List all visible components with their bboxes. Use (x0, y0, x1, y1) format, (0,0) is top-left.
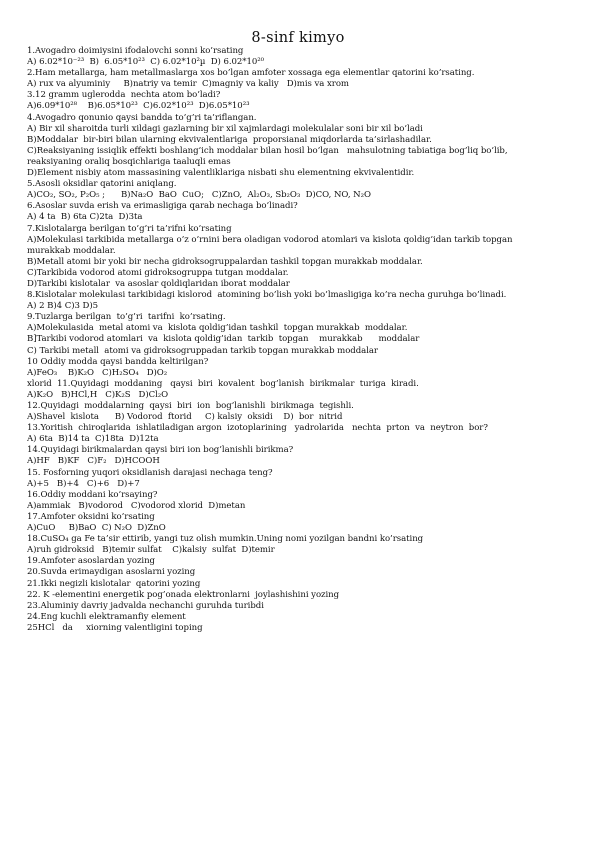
text-line: 1.Avogadro doimiysini ifodalovchi sonni ko’rsating (27, 46, 244, 56)
text-line: A)ruh gidroksid B)temir sulfat C)kalsiy sulfat D)temir (27, 545, 275, 556)
text-line: B)Moddalar bir-biri bilan ularning ekvivalentlariga proporsianal miqdorlarda ta’sirlashadilar. (27, 134, 432, 145)
text-line: 25HCl da xiorning valentligini toping (27, 622, 203, 633)
text-line: 5.Asosli oksidlar qatorini aniqlang. (27, 179, 177, 190)
text-line: A)Molekulasi tarkibida metallarga o’z o’rnini bera oladigan vodorod atomlari va kislota qoldig’idan tarkib topgan (27, 234, 513, 245)
text-line: murakkab moddalar. (27, 245, 116, 256)
text-line: A) 6ta B)14 ta C)18ta D)12ta (27, 434, 159, 445)
text-line: 22. K -elementini energetik pog’onada elektronlarni joylashishini yozing (27, 589, 340, 600)
text-line: A) Bir xil sharoitda turli xildagi gazlarning bir xil xajmlardagi molekulalar soni bir xil bo’ladi (27, 123, 423, 134)
text-line: 6.Asoslar suvda erish va erimasligiga qarab nechaga bo’linadi? (27, 201, 298, 212)
text-line: A)HF B)KF C)F₂ D)HCOOH (27, 456, 160, 467)
text-line: A)+5 B)+4 C)+6 D)+7 (27, 478, 140, 489)
text-line: 10 Oddiy modda qaysi bandda keltirilgan? (27, 356, 209, 367)
text-line: xlorid 11.Quyidagi moddaning qaysi biri kovalent bog’lanish birikmalar turiga kiradi. (27, 378, 419, 389)
text-line: 19.Amfoter asoslardan yozing (27, 556, 155, 567)
text-line: 16.Oddiy moddani ko’rsaying? (27, 489, 158, 500)
text-line: C)Tarkibida vodorod atomi gidroksogruppa tutgan moddalar. (27, 267, 289, 278)
text-line: 8.Kislotalar molekulasi tarkibidagi kislorod atomining bo’lish yoki bo’lmasligiga ko’ra necha guruhga bo’linadi. (27, 290, 507, 301)
text-line: 9.Tuzlarga berilgan to’g’ri tarifni ko’rsating. (27, 312, 226, 323)
text-line: 24.Eng kuchli elektramanfiy element (27, 611, 186, 622)
text-line: C) Tarkibi metall atomi va gidroksogruppadan tarkib topgan murakkab moddalar (27, 345, 378, 356)
text-line: 15. Fosforning yuqori oksidlanish darajasi nechaga teng? (27, 467, 273, 478)
text-line: D)Element nisbiy atom massasining valentliklariga nisbati shu elementning ekvivalentidir. (27, 168, 415, 179)
text-line: 18.CuSO₄ ga Fe ta’sir ettirib, yangi tuz olish mumkin.Uning nomi yozilgan bandni ko’rsating (27, 534, 424, 545)
text-line: 13.Yoritish chiroqlarida ishlatiladigan argon izotoplarining yadrolarida nechta prton va neytron bor? (27, 423, 488, 434)
text-line: C)Reaksiyaning issiqlik effekti boshlang’ich moddalar bilan hosil bo’lgan mahsulotning tabiatiga bog’liq bo’lib, (27, 145, 508, 156)
text-line: A)6.09*10²⁸ B)6.05*10²³ C)6.02*10²³ D)6.05*10²³ (27, 101, 250, 112)
text-line: A) 6.02*10⁻²³ B) 6.05*10²³ C) 6.02*10²µ D) 6.02*10²⁰ (27, 57, 265, 68)
text-line: A) 4 ta B) 6ta C)2ta D)3ta (27, 212, 143, 223)
text-line: A)Shavel kislota B) Vodorod ftorid C) kalsiy oksidi D) bor nitrid (27, 412, 343, 423)
text-line: 14.Quyidagi birikmalardan qaysi biri ion bog’lanishli birikma? (27, 445, 294, 456)
text-line: B]Tarkibi vodorod atomlari va kislota qoldig’idan tarkib topgan murakkab moddalar (27, 334, 420, 345)
text-line: 2.Ham metallarga, ham metallmaslarga xos bo’lgan amfoter xossaga ega elementlar qatorini ko’rsating. (27, 68, 475, 79)
text-line: A)Molekulasida metal atomi va kislota qoldig’idan tashkil topgan murakkab moddalar. (27, 323, 408, 334)
text-line: B)Metall atomi bir yoki bir necha gidroksogruppalardan tashkil topgan murakkab moddalar. (27, 256, 423, 267)
text-line: A) rux va alyuminiy B)natriy va temir C)magniy va kaliy D)mis va xrom (27, 79, 349, 90)
text-line: A)CuO B)BaO C) N₂O D)ZnO (27, 523, 166, 534)
text-line: 21.Ikki negizli kislotalar qatorini yozing (27, 578, 201, 589)
page-title: 8-sinf kimyo (251, 30, 345, 46)
text-line: 7.Kislotalarga berilgan to’g’ri ta’rifni ko’rsating (27, 223, 232, 234)
text-line: 17.Amfoter oksidni ko’rsating (27, 511, 155, 522)
text-line: A)K₂O B)HCl,H C)K₂S D)Cl₂O (27, 389, 169, 400)
text-line: A) 2 B)4 C)3 D)5 (27, 301, 99, 312)
question-list (27, 46, 571, 634)
text-line: A)FeO₃ B)K₂O C)H₂SO₄ D)O₂ (27, 367, 168, 378)
text-line: 12.Quyidagi moddalarning qaysi biri ion bog’lanishli birikmaga tegishli. (27, 401, 354, 411)
text-line: 20.Suvda erimaydigan asoslarni yozing (27, 567, 196, 578)
text-line: D)Tarkibi kislotalar va asoslar qoldiqlaridan iborat moddalar (27, 278, 290, 289)
text-line: 23.Aluminiy davriy jadvalda nechanchi guruhda turibdi (27, 600, 264, 611)
text-line: 3.12 gramm uglerodda nechta atom bo’ladi? (27, 90, 221, 101)
text-line: A)ammiak B)vodorod C)vodorod xlorid D)metan (27, 500, 246, 511)
text-line: reaksiyaning oraliq bosqichlariga taaluqli emas (27, 156, 231, 167)
text-line: 4.Avogadro qonunio qaysi bandda to’g’ri ta’riflangan. (27, 112, 257, 123)
text-line: A)CO₂, SO₂, P₂O₅ ; B)Na₂O BaO CuO; C)ZnO, Al₂O₃, Sb₂O₃ D)CO, NO, N₂O (27, 190, 371, 201)
